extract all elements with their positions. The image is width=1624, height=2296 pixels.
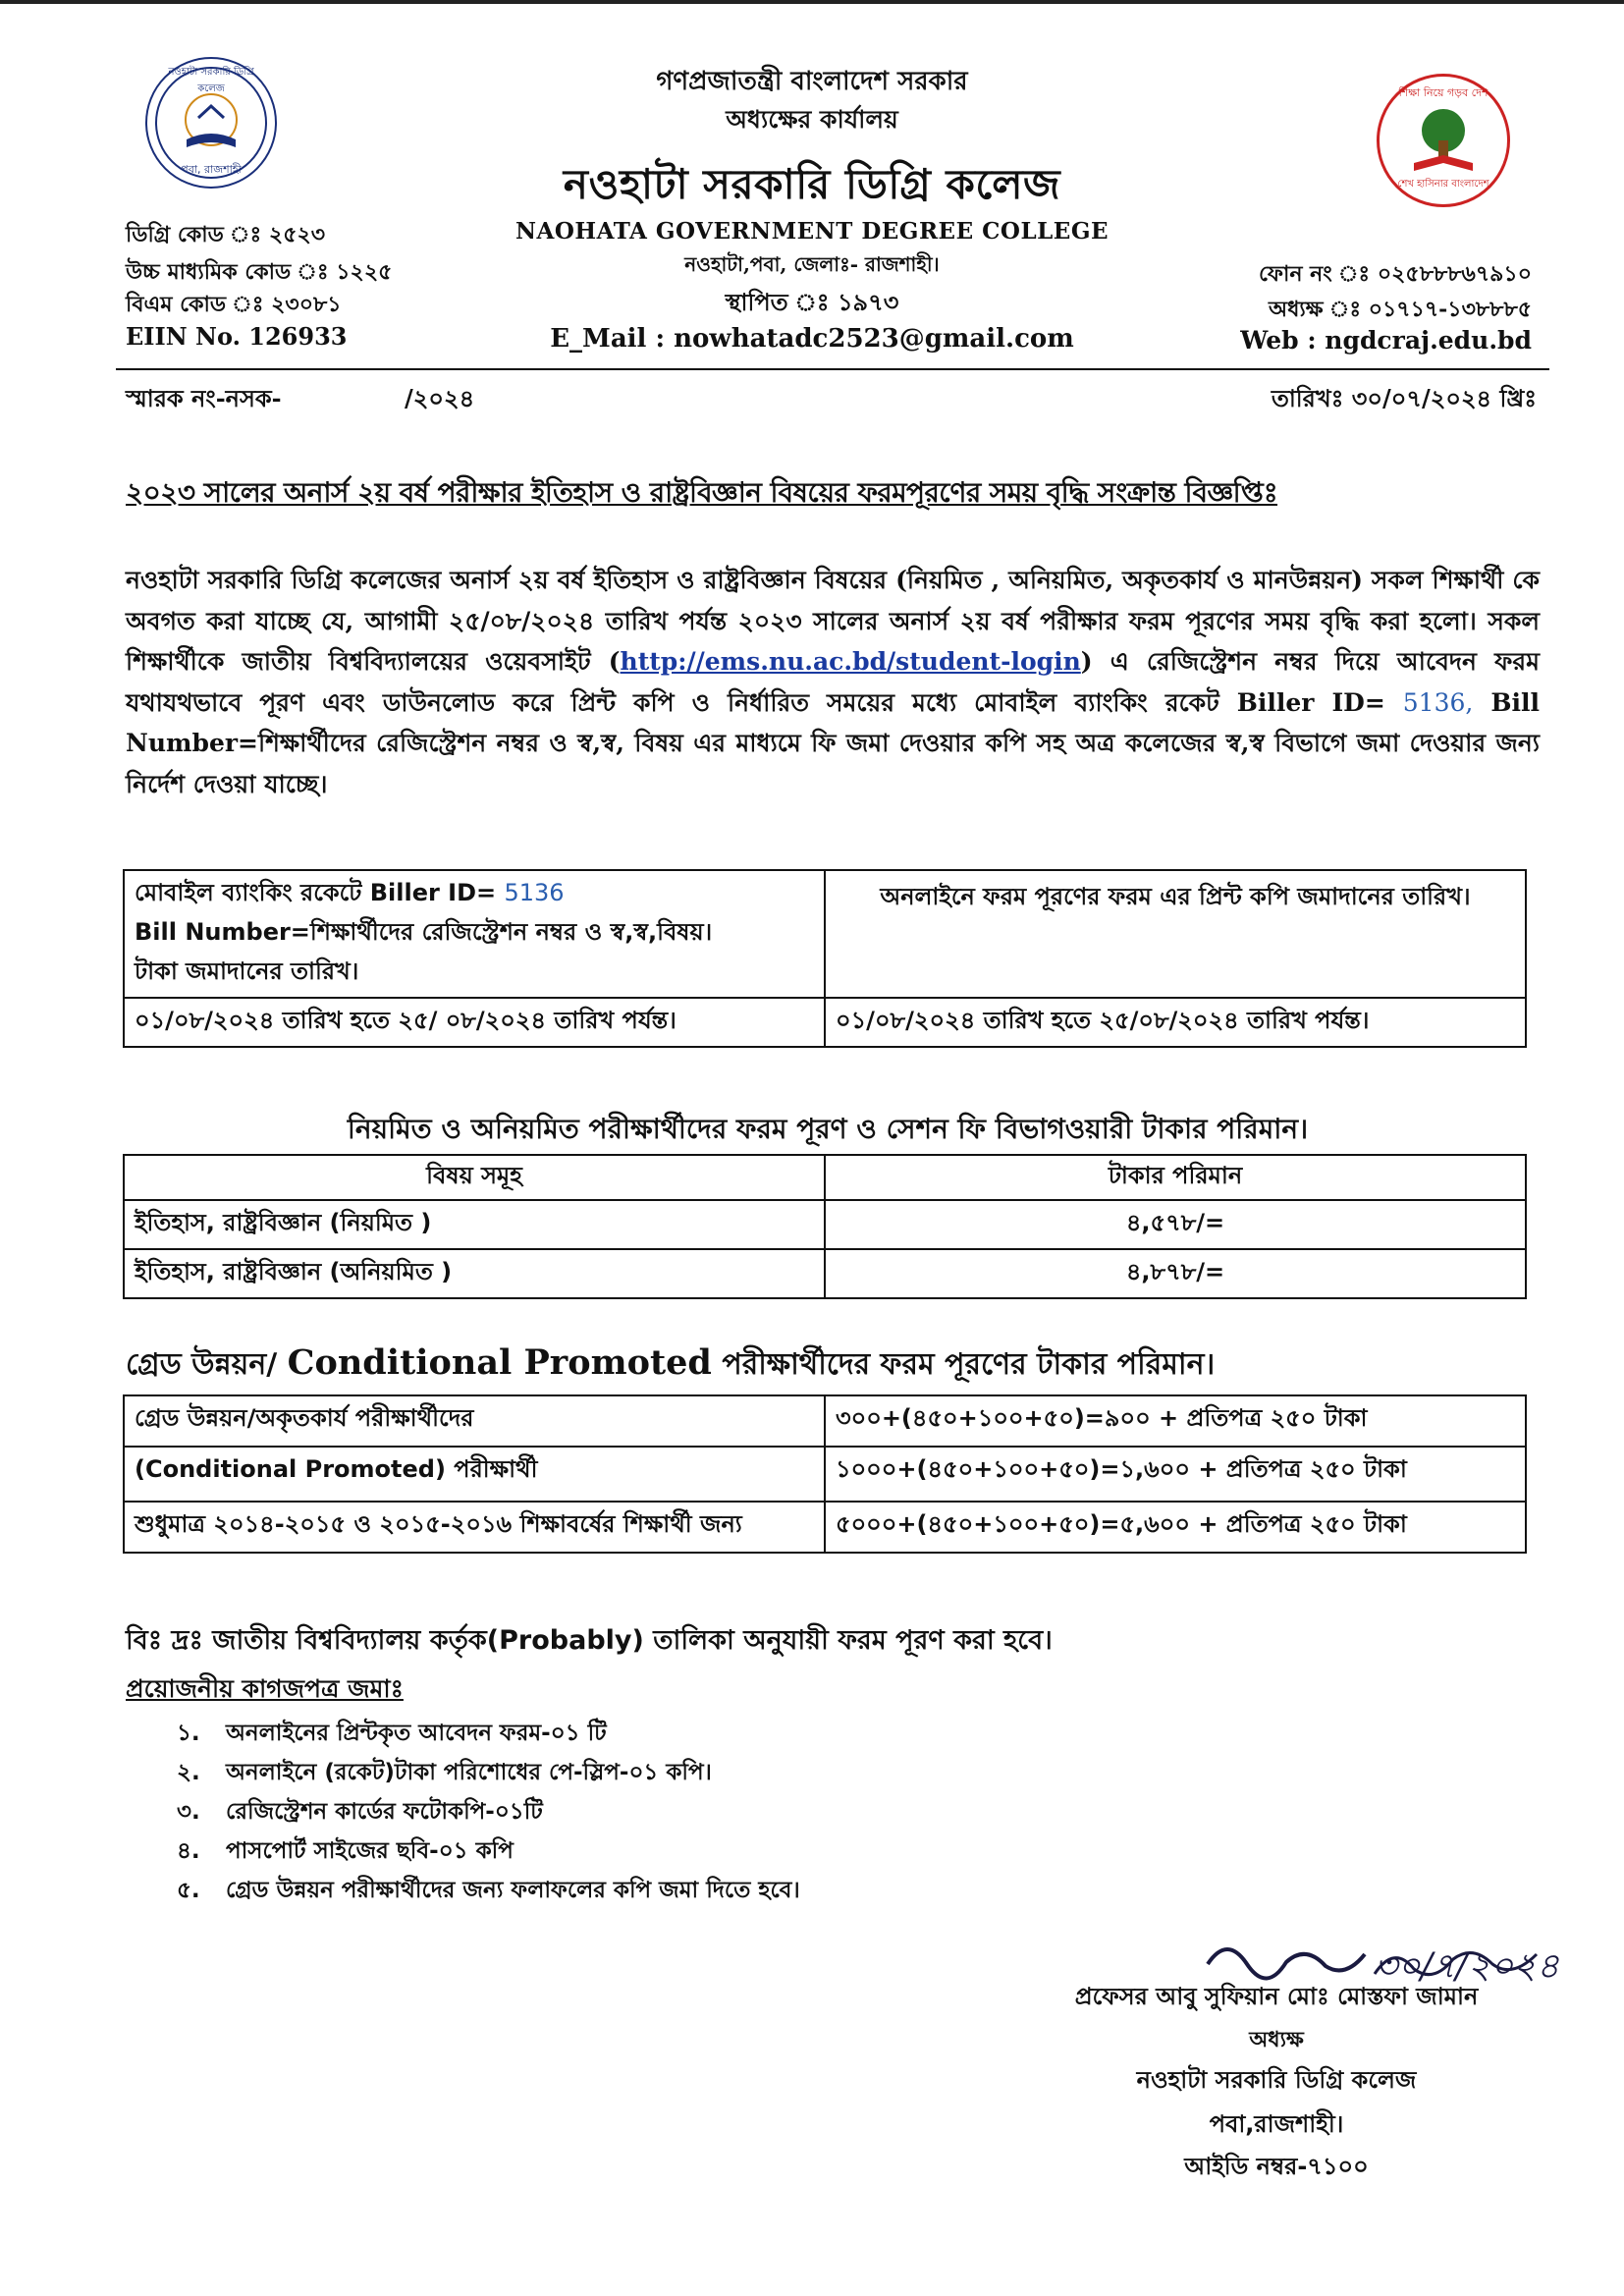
subject-cell: ইতিহাস, রাষ্ট্রবিজ্ঞান (নিয়মিত ) (124, 1200, 825, 1249)
amount-cell: ৪,৫৭৮/= (825, 1200, 1526, 1249)
notice-title: ২০২৩ সালের অনার্স ২য় বর্ষ পরীক্ষার ইতিহাস ও রাষ্ট্রবিজ্ঞান বিষয়ের ফরমপূরণের সময় বৃদ্ধি সংক্রান্ত বিজ্ঞপ্তিঃ (126, 476, 1278, 509)
amount-cell: ৪,৮৭৮/= (825, 1249, 1526, 1298)
nu-login-link[interactable]: http://ems.nu.ac.bd/student-login (620, 647, 1081, 676)
established-year: স্থাপিত ঃ ১৯৭৩ (725, 288, 899, 316)
list-item: ৩. রেজিস্ট্রেশন কার্ডের ফটোকপি-০১টি (177, 1799, 543, 1825)
payment-date-range: ০১/০৮/২০২৪ তারিখ হতে ২৫/ ০৮/২০২৪ তারিখ পর্যন্ত। (124, 998, 825, 1047)
hsc-code: উচ্চ মাধ্যমিক কোড ঃ ১২২৫ (126, 259, 393, 285)
table-row (124, 1447, 1526, 1502)
amount-header: টাকার পরিমান (825, 1155, 1526, 1200)
category-cell: শুধুমাত্র ২০১৪-২০১৫ ও ২০১৫-২০১৬ শিক্ষাবর্ষের শিক্ষার্থী জন্য (124, 1502, 825, 1553)
fee-cell: ১০০০+(৪৫০+১০০+৫০)=১,৬০০ + প্রতিপত্র ২৫০ টাকা (825, 1447, 1526, 1502)
notice-date: তারিখঃ ৩০/০৭/২০২৪ খ্রিঃ (1271, 384, 1537, 412)
fee-cell: ৩০০+(৪৫০+১০০+৫০)=৯০০ + প্রতিপত্র ২৫০ টাকা (825, 1395, 1526, 1447)
seal-bottom-text: পবা, রাজশাহী (181, 163, 242, 176)
college-name-en: NAOHATA GOVERNMENT DEGREE COLLEGE (514, 218, 1110, 245)
signatory-id: আইডি নম্বর-৭১০০ (1184, 2153, 1369, 2180)
degree-code: ডিগ্রি কোড ঃ ২৫২৩ (126, 222, 326, 247)
principal-phone: অধ্যক্ষ ঃ ০১৭১৭-১৩৮৮৮৫ (1269, 297, 1532, 322)
slogan-bottom-text: শেখ হাসিনার বাংলাদেশ (1397, 179, 1489, 190)
grade-fee-table (123, 1394, 1527, 1554)
table-row (124, 1249, 1526, 1298)
docs-list (177, 1714, 1355, 1910)
slogan-top-text: শিক্ষা নিয়ে গড়ব দেশ (1398, 86, 1489, 99)
note-text: বিঃ দ্রঃ জাতীয় বিশ্ববিদ্যালয় কর্তৃক(Probably) তালিকা অনুযায়ী ফরম পূরণ করা হবে। (126, 1625, 1053, 1656)
fee-title: নিয়মিত ও অনিয়মিত পরীক্ষার্থীদের ফরম পূরণ ও সেশন ফি বিভাগওয়ারী টাকার পরিমান। (347, 1113, 1309, 1145)
table-row (124, 1395, 1526, 1447)
list-item: ৪. পাসপোর্ট সাইজের ছবি-০১ কপি (177, 1838, 514, 1864)
rocket-biller-line: মোবাইল ব্যাংকিং রকেটে Biller ID= 5136 (135, 879, 565, 906)
notice-body (126, 560, 1540, 804)
biller-id: 5136, (1402, 687, 1474, 717)
table-header-row (124, 1155, 1526, 1200)
signatory-place: পবা,রাজশাহী। (1209, 2110, 1344, 2138)
college-name-bn: নওহাটা সরকারি ডিগ্রি কলেজ (563, 160, 1061, 208)
govt-name: গণপ্রজাতন্ত্রী বাংলাদেশ সরকার (656, 67, 968, 96)
table-row (124, 870, 1526, 998)
eiin-number: EIIN No. 126933 (126, 322, 348, 351)
college-address: নওহাটা,পবা, জেলাঃ- রাজশাহী। (684, 252, 940, 276)
list-item: ২. অনলাইনে (রকেট)টাকা পরিশোধের পে-স্লিপ-০১ কপি। (177, 1760, 712, 1785)
signatory-college: নওহাটা সরকারি ডিগ্রি কলেজ (1136, 2066, 1417, 2094)
memo-number: স্মারক নং-নসক- (126, 384, 282, 412)
list-item: ১. অনলাইনের প্রিন্টকৃত আবেদন ফরম-০১ টি (177, 1721, 607, 1746)
header-divider (116, 368, 1549, 370)
handwritten-date: ৩০/৭/২০২৪ (1375, 1946, 1560, 1987)
list-item: ৫. গ্রেড উন্নয়ন পরীক্ষার্থীদের জন্য ফলাফলের কপি জমা দিতে হবে। (177, 1878, 800, 1903)
subject-header: বিষয় সমূহ (124, 1155, 825, 1200)
docs-title: প্রয়োজনীয় কাগজপত্র জমাঃ (126, 1674, 404, 1703)
memo-year: /২০২৪ (405, 384, 475, 412)
college-email: E_Mail : nowhatadc2523@gmail.com (550, 324, 1074, 354)
fee-table (123, 1154, 1527, 1299)
category-cell: গ্রেড উন্নয়ন/অকৃতকার্য পরীক্ষার্থীদের (124, 1395, 825, 1447)
bill-number-line: Bill Number=শিক্ষার্থীদের রেজিস্ট্রেশন নম্বর ও স্ব,স্ব,বিষয়। (135, 918, 713, 946)
payment-info-cell (124, 870, 825, 998)
phone-number: ফোন নং ঃ ০২৫৮৮৮৬৭৯১০ (1258, 261, 1532, 287)
body-part1: নওহাটা সরকারি ডিগ্রি কলেজের অনার্স ২য় বর্ষ ইতিহাস ও রাষ্ট্রবিজ্ঞান বিষয়ের (নিয়মিত , অনিয়মিত, অকৃতকার্য ও মানউন্নয়ন) সকল শিক্ষার্থী কে অবগত করা যাচ্ছে যে, আগামী ২৫/০৮/২০২৪ তারিখ পর্যন্ত ২০২৩ সালের অনার্স ২য় বর্ষ পরীক্ষার ফরম পূরণের সময় বৃদ্ধি করা হলো। সকল শিক্ষার্থীকে জাতীয় বিশ্ববিদ্যালয়ের ওয়েবসাইট ( (126, 566, 1540, 676)
category-cell: (Conditional Promoted) পরীক্ষার্থী (124, 1447, 825, 1502)
top-border (0, 0, 1624, 4)
fee-cell: ৫০০০+(৪৫০+১০০+৫০)=৫,৬০০ + প্রতিপত্র ২৫০ টাকা (825, 1502, 1526, 1553)
body-part3: Bill Number=শিক্ষার্থীদের রেজিস্ট্রেশন নম্বর ও স্ব,স্ব, বিষয় এর মাধ্যমে ফি জমা দেওয়ার কপি সহ অত্র কলেজের স্ব,স্ব বিভাগে জমা দেওয়ার জন্য নির্দেশ দেওয়া যাচ্ছে। (126, 687, 1540, 798)
grade-title: গ্রেড উন্নয়ন/ Conditional Promoted পরীক্ষার্থীদের ফরম পূরণের টাকার পরিমান। (126, 1342, 1216, 1383)
website: Web : ngdcraj.edu.bd (1240, 326, 1532, 355)
seal-top-text: নওহাটা সরকারি ডিগ্রি কলেজ (168, 67, 254, 94)
print-copy-cell: অনলাইনে ফরম পূরণের ফরম এর প্রিন্ট কপি জমাদানের তারিখ। (825, 870, 1526, 998)
deposit-date-label: টাকা জমাদানের তারিখ। (135, 957, 359, 985)
bm-code: বিএম কোড ঃ ২৩০৮১ (126, 292, 342, 317)
table-row (124, 998, 1526, 1047)
payment-date-table (123, 869, 1527, 1048)
print-date-range: ০১/০৮/২০২৪ তারিখ হতে ২৫/০৮/২০২৪ তারিখ পর্যন্ত। (825, 998, 1526, 1047)
table-row (124, 1502, 1526, 1553)
office-name: অধ্যক্ষের কার্যালয় (726, 105, 898, 134)
subject-cell: ইতিহাস, রাষ্ট্রবিজ্ঞান (অনিয়মিত ) (124, 1249, 825, 1298)
signatory-name: প্রফেসর আবু সুফিয়ান মোঃ মোস্তফা জামান (1074, 1983, 1479, 2010)
signatory-title: অধ্যক্ষ (1249, 2028, 1304, 2052)
body-part2: ) এ রেজিস্ট্রেশন নম্বর দিয়ে আবেদন ফরম যথাযথভাবে পূরণ এবং ডাউনলোড করে প্রিন্ট কপি ও নির্ধারিত সময়ের মধ্যে মোবাইল ব্যাংকিং রকেট Biller ID= (126, 647, 1540, 717)
table-row (124, 1200, 1526, 1249)
